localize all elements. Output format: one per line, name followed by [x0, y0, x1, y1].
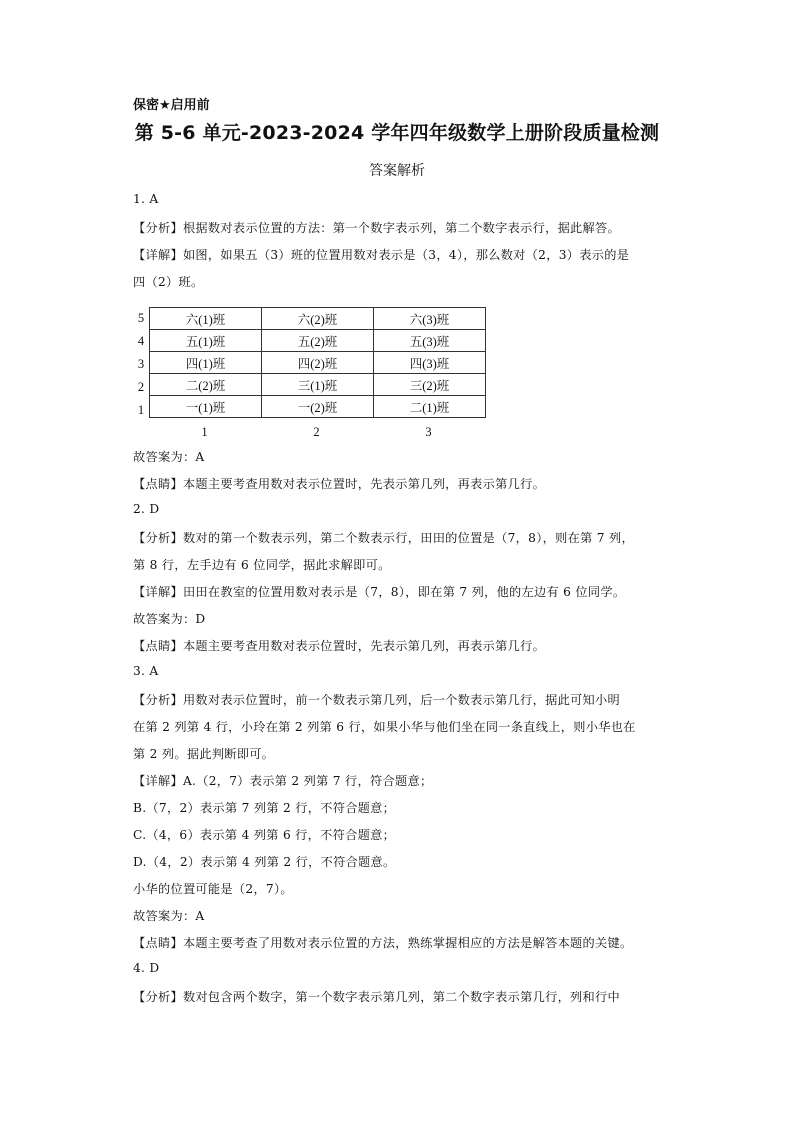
text-line: 【详解】田田在教室的位置用数对表示是（7，8），即在第 7 列，他的左边有 6 位同学。	[133, 585, 626, 599]
text-line: D.（4，2）表示第 4 列第 2 行，不符合题意。	[133, 855, 396, 869]
row-label: 5	[137, 311, 145, 325]
table-cell: 二(1)班	[374, 396, 486, 418]
text-line: 第 8 行，左手边有 6 位同学，据此求解即可。	[133, 558, 391, 572]
text-line: 【点睛】本题主要考查用数对表示位置时，先表示第几列，再表示第几行。	[133, 477, 546, 491]
table-row	[150, 396, 486, 418]
text-line: 1. A	[133, 192, 159, 206]
confidential-label: 保密★启用前	[133, 98, 210, 113]
text-line: B.（7，2）表示第 7 列第 2 行，不符合题意；	[133, 801, 396, 815]
text-line: 【点睛】本题主要考查了用数对表示位置的方法，熟练掌握相应的方法是解答本题的关键。	[133, 936, 633, 950]
table-cell: 一(2)班	[262, 396, 374, 418]
table-cell: 一(1)班	[150, 396, 262, 418]
column-label: 2	[313, 425, 320, 439]
text-line: 故答案为：A	[133, 909, 205, 923]
text-line: 【详解】如图，如果五（3）班的位置用数对表示是（3，4），那么数对（2，3）表示的是	[133, 248, 630, 262]
row-label: 4	[137, 334, 145, 348]
text-line: C.（4，6）表示第 4 列第 6 行，不符合题意；	[133, 828, 396, 842]
table-cell: 五(2)班	[262, 330, 374, 352]
text-line: 3. A	[133, 664, 159, 678]
table-row	[150, 330, 486, 352]
text-line: 第 2 列。据此判断即可。	[133, 747, 275, 761]
table-cell: 六(3)班	[374, 308, 486, 330]
text-line: 小华的位置可能是（2，7）。	[133, 882, 293, 896]
table-row	[150, 308, 486, 330]
text-line: 2. D	[133, 502, 160, 516]
table-cell: 五(3)班	[374, 330, 486, 352]
row-label: 3	[137, 357, 145, 371]
text-line: 在第 2 列第 4 行，小玲在第 2 列第 6 行，如果小华与他们坐在同一条直线上，则小华也在	[133, 720, 636, 734]
text-line: 四（2）班。	[133, 275, 204, 289]
table-row	[150, 374, 486, 396]
row-label: 2	[137, 380, 145, 394]
table-cell: 四(2)班	[262, 352, 374, 374]
text-line: 【点睛】本题主要考查用数对表示位置时，先表示第几列，再表示第几行。	[133, 639, 546, 653]
table-cell: 二(2)班	[150, 374, 262, 396]
table-cell: 六(1)班	[150, 308, 262, 330]
table-cell: 三(1)班	[262, 374, 374, 396]
table-cell: 五(1)班	[150, 330, 262, 352]
table-row	[150, 352, 486, 374]
text-line: 【分析】用数对表示位置时，前一个数表示第几列，后一个数表示第几行，据此可知小明	[133, 693, 621, 707]
text-line: 【分析】数对的第一个数表示列，第二个数表示行，田田的位置是（7，8），则在第 7 列，	[133, 531, 634, 545]
text-line: 【分析】数对包含两个数字，第一个数字表示第几列，第二个数字表示第几行，列和行中	[133, 990, 621, 1004]
row-label: 1	[137, 403, 145, 417]
column-label: 3	[425, 425, 432, 439]
text-line: 4. D	[133, 961, 160, 975]
table-cell: 四(1)班	[150, 352, 262, 374]
text-line: 故答案为：A	[133, 450, 205, 464]
text-line: 【分析】根据数对表示位置的方法：第一个数字表示列，第二个数字表示行，据此解答。	[133, 221, 621, 235]
table-cell: 六(2)班	[262, 308, 374, 330]
column-label: 1	[201, 425, 208, 439]
class-seating-table	[149, 307, 486, 418]
page-title: 第 5-6 单元-2023-2024 学年四年级数学上册阶段质量检测	[134, 122, 660, 144]
text-line: 故答案为：D	[133, 612, 206, 626]
table-cell: 四(3)班	[374, 352, 486, 374]
table-cell: 三(2)班	[374, 374, 486, 396]
text-line: 【详解】A.（2，7）表示第 2 列第 7 行，符合题意；	[133, 774, 433, 788]
page-subtitle: 答案解析	[369, 163, 425, 179]
